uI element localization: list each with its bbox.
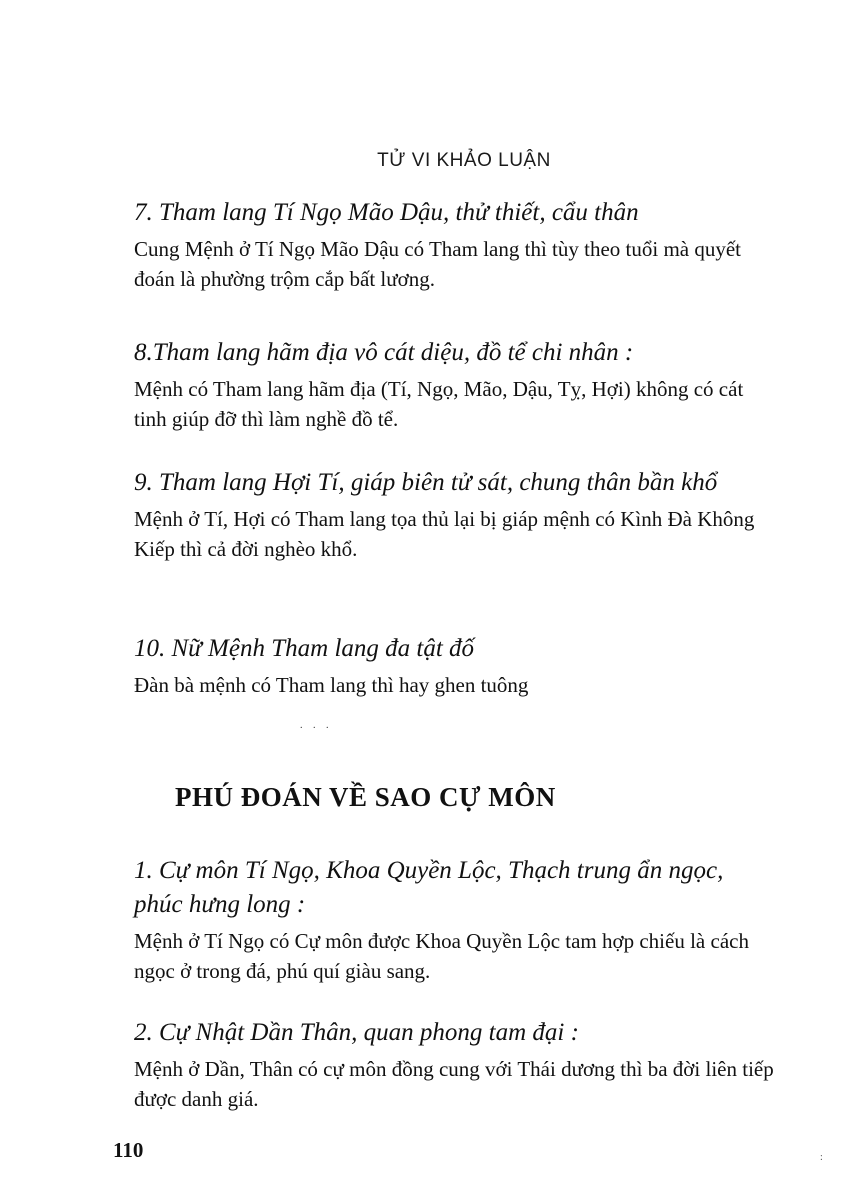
entry-heading: 1. Cự môn Tí Ngọ, Khoa Quyền Lộc, Thạch trung ẩn ngọc, phúc hưng long : xyxy=(134,857,724,918)
entry-10 xyxy=(134,632,774,700)
entry-heading: 2. Cự Nhật Dần Thân, quan phong tam đại : xyxy=(134,1019,579,1046)
entry-cu-mon-1 xyxy=(134,854,774,986)
entry-heading: 7. Tham lang Tí Ngọ Mão Dậu, thử thiết, cẩu thân xyxy=(134,199,639,226)
entry-7 xyxy=(134,196,774,294)
entry-body: Mệnh ở Tí, Hợi có Tham lang tọa thủ lại bị giáp mệnh có Kình Đà Không Kiếp thì cả đời nghèo khổ. xyxy=(134,507,755,561)
section-title: PHÚ ĐOÁN VỀ SAO CỰ MÔN xyxy=(175,782,556,812)
separator-dots: . . . xyxy=(300,720,333,731)
entry-body: Mệnh có Tham lang hãm địa (Tí, Ngọ, Mão, Dậu, Tỵ, Hợi) không có cát tinh giúp đỡ thì làm nghề đồ tể. xyxy=(134,377,744,431)
entry-heading: 9. Tham lang Hợi Tí, giáp biên tử sát, chung thân bần khổ xyxy=(134,469,718,496)
entry-9 xyxy=(134,466,774,564)
entry-8 xyxy=(134,336,774,434)
entry-heading: 10. Nữ Mệnh Tham lang đa tật đố xyxy=(134,635,475,662)
entry-cu-mon-2 xyxy=(134,1016,774,1114)
page-number: 110 xyxy=(113,1138,144,1162)
entry-body: Mệnh ở Tí Ngọ có Cự môn được Khoa Quyền Lộc tam hợp chiếu là cách ngọc ở trong đá, phú quí giàu sang. xyxy=(134,929,749,983)
running-head: TỬ VI KHẢO LUẬN xyxy=(377,150,551,171)
scan-speck: : xyxy=(820,1152,823,1163)
entry-body: Đàn bà mệnh có Tham lang thì hay ghen tuông xyxy=(134,673,529,697)
entry-body: Mệnh ở Dần, Thân có cự môn đồng cung với Thái dương thì ba đời liên tiếp được danh giá. xyxy=(134,1057,774,1111)
entry-body: Cung Mệnh ở Tí Ngọ Mão Dậu có Tham lang thì tùy theo tuổi mà quyết đoán là phường trộm cắp bất lương. xyxy=(134,237,742,291)
entry-heading: 8.Tham lang hãm địa vô cát diệu, đồ tể chi nhân : xyxy=(134,339,634,366)
